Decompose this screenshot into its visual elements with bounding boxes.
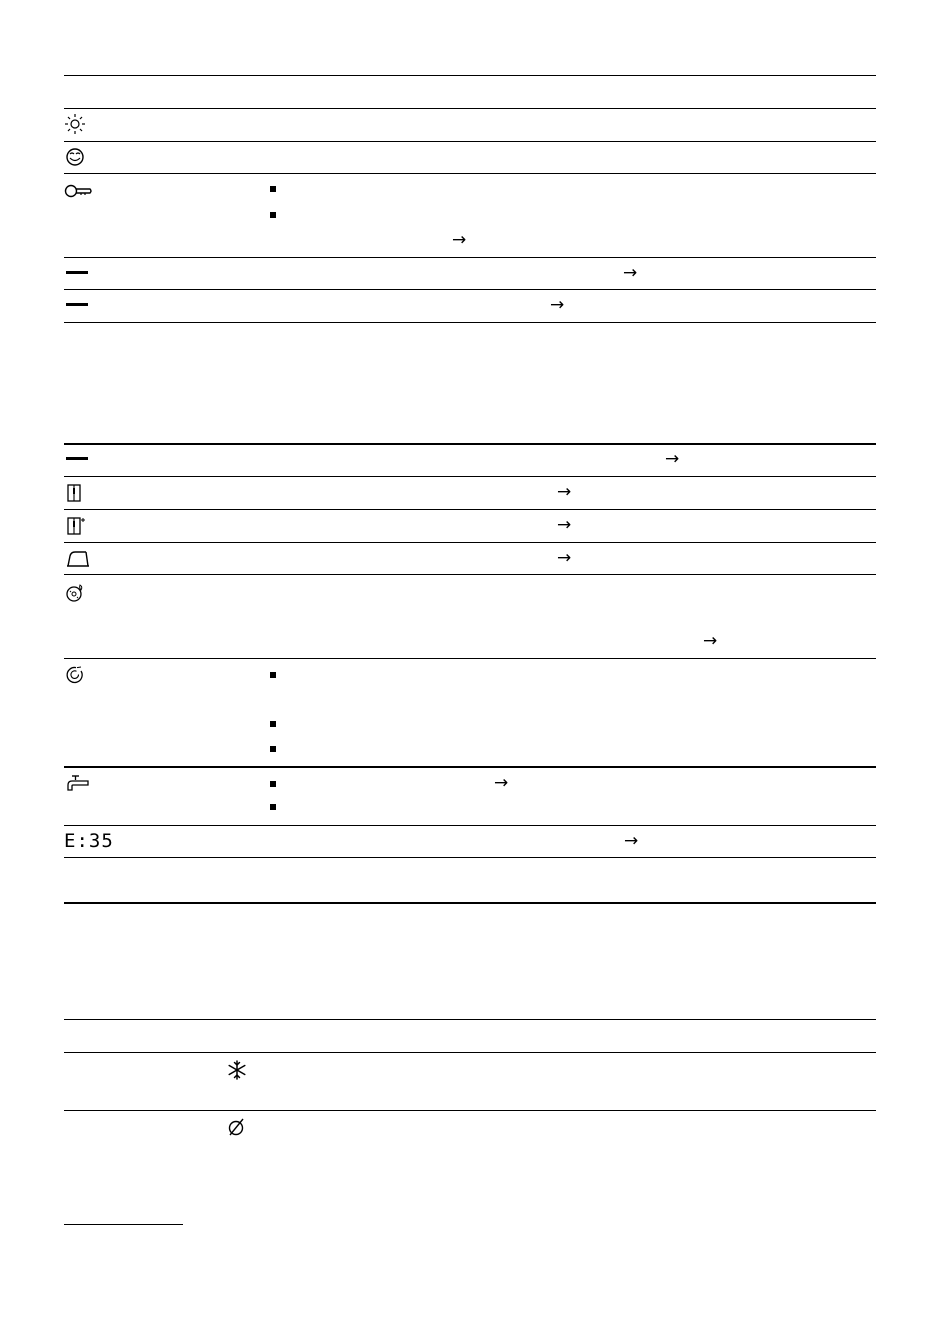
iron-icon: [64, 548, 94, 570]
table-rule: [64, 322, 876, 323]
list-bullet: [270, 721, 276, 727]
sun-icon: [64, 113, 92, 135]
slashed-circle-icon: [226, 1116, 248, 1138]
table-rule: [64, 443, 876, 445]
segment-display: E:35: [64, 830, 114, 852]
tap-icon: [64, 773, 94, 795]
table-rule: [64, 1110, 876, 1111]
table-rule: [64, 289, 876, 290]
table-rule: [64, 141, 876, 142]
list-bullet: [270, 186, 276, 192]
list-bullet: [270, 746, 276, 752]
dash-icon: [66, 457, 88, 460]
reference-arrow: →: [557, 482, 572, 502]
table-rule: [64, 857, 876, 858]
list-bullet: [270, 212, 276, 218]
table-rule: [64, 766, 876, 768]
table-rule: [64, 542, 876, 543]
wardrobe-icon: [64, 482, 92, 504]
reference-arrow: →: [624, 831, 639, 851]
table-rule: [64, 173, 876, 174]
dash-icon: [66, 271, 88, 274]
table-rule: [64, 509, 876, 510]
table-rule: [64, 658, 876, 659]
reference-arrow: →: [550, 295, 565, 315]
drum-clean-icon: [64, 582, 92, 604]
reference-arrow: →: [452, 230, 467, 250]
list-bullet: [270, 672, 276, 678]
key-icon: [64, 180, 94, 202]
table-rule: [64, 108, 876, 109]
wardrobe-plus-icon: [64, 515, 92, 537]
dash-icon: [66, 303, 88, 306]
reference-arrow: →: [557, 548, 572, 568]
footnote-rule: [64, 1224, 183, 1225]
table-rule: [64, 1019, 876, 1020]
table-rule: [64, 902, 876, 904]
reference-arrow: →: [665, 449, 680, 469]
drum-rotate-icon: [64, 664, 92, 686]
reference-arrow: →: [703, 631, 718, 651]
reference-arrow: →: [494, 773, 509, 793]
reference-arrow: →: [623, 263, 638, 283]
table-rule: [64, 574, 876, 575]
table-rule: [64, 825, 876, 826]
list-bullet: [270, 781, 276, 787]
table-rule: [64, 1052, 876, 1053]
snowflake-icon: [226, 1059, 248, 1081]
list-bullet: [270, 804, 276, 810]
table-rule: [64, 476, 876, 477]
reference-arrow: →: [557, 515, 572, 535]
table-rule: [64, 75, 876, 76]
smiley-icon: [64, 146, 92, 168]
table-rule: [64, 257, 876, 258]
